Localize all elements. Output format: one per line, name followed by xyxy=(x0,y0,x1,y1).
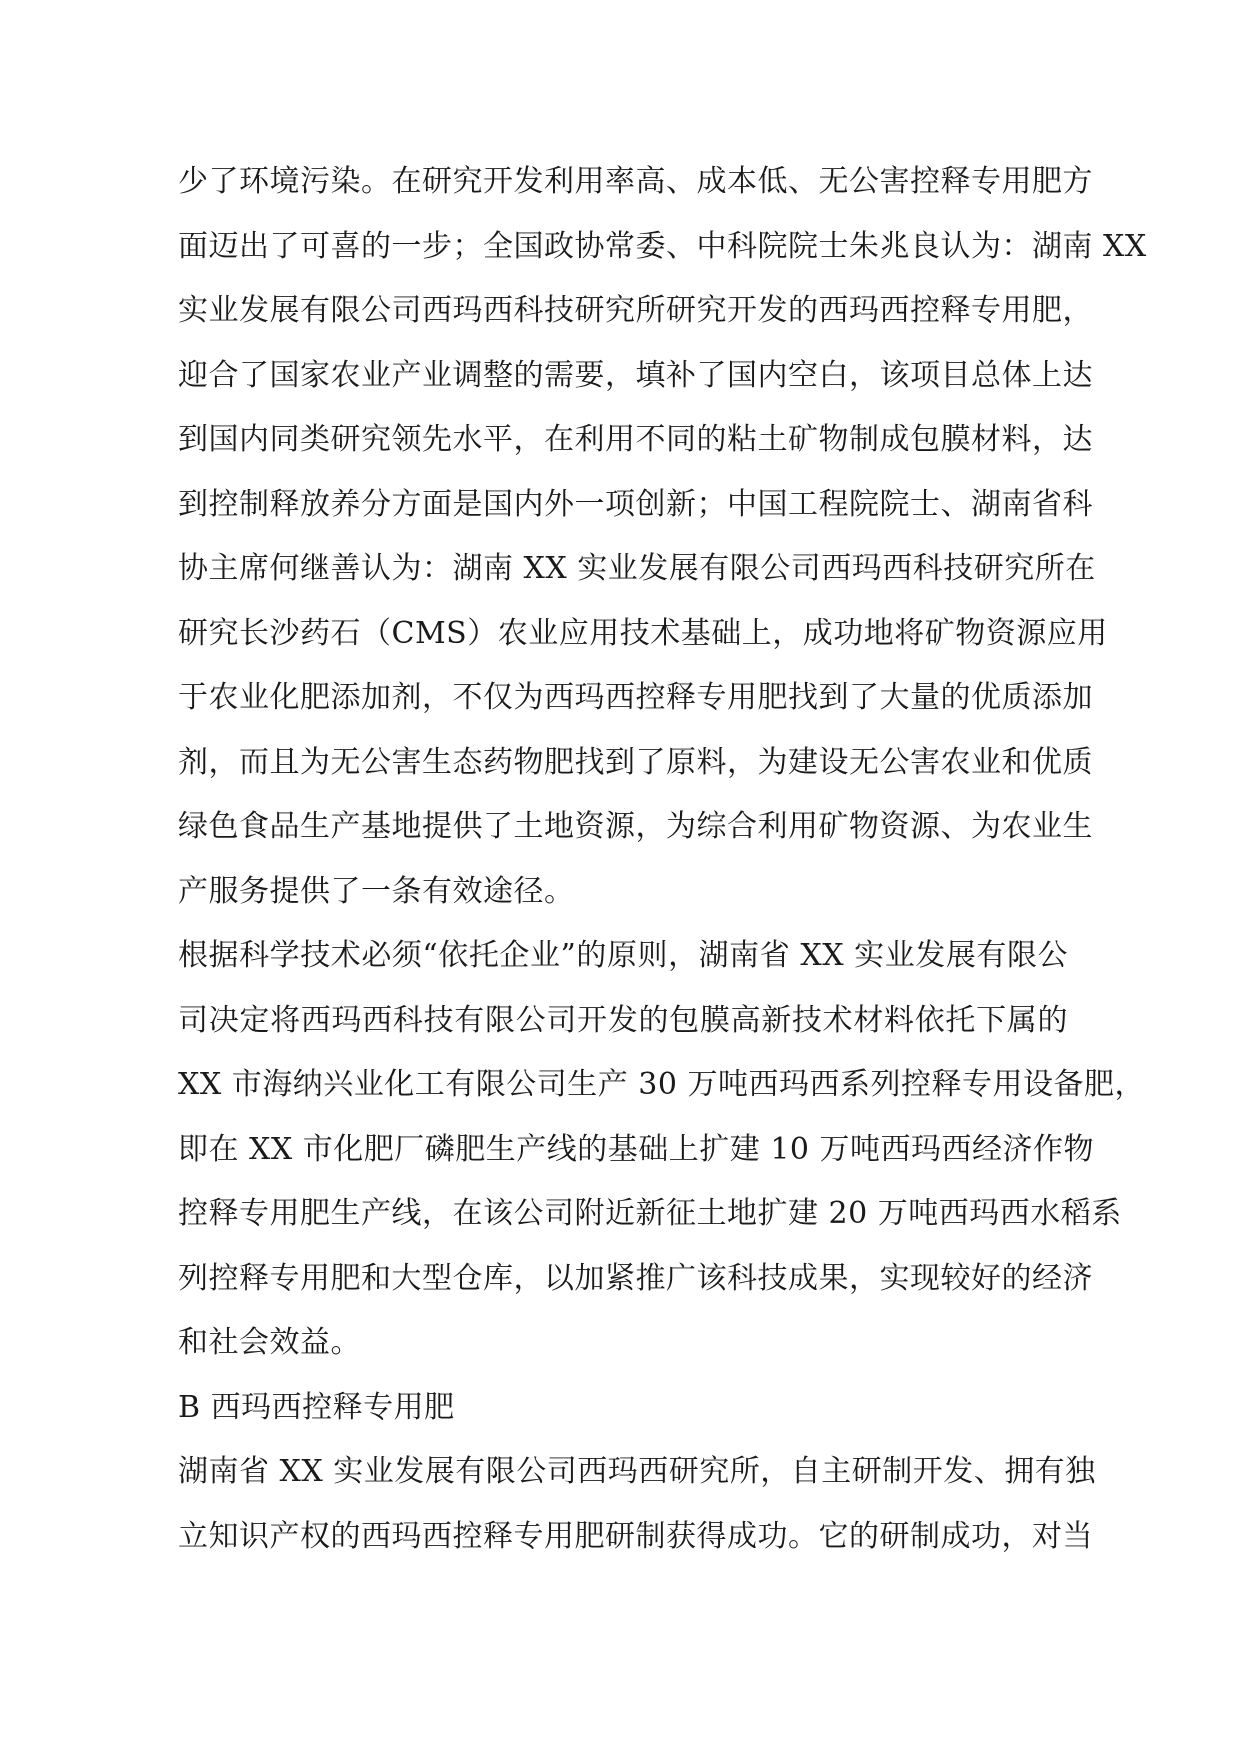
text-line: 剂，而且为无公害生态药物肥找到了原料，为建设无公害农业和优质 xyxy=(178,744,1093,780)
text-line: 湖南省 XX 实业发展有限公司西玛西研究所，自主研制开发、拥有独 xyxy=(178,1454,1096,1489)
text-line: 立知识产权的西玛西控释专用肥研制获得成功。它的研制成功，对当 xyxy=(178,1518,1093,1554)
text-line: 列控释专用肥和大型仓库，以加紧推广该科技成果，实现较好的经济 xyxy=(178,1260,1093,1296)
section-heading: B 西玛西控释专用肥 xyxy=(178,1389,455,1425)
text-line: 于农业化肥添加剂，不仅为西玛西控释专用肥找到了大量的优质添加 xyxy=(178,680,1093,715)
text-line: 绿色食品生产基地提供了土地资源，为综合利用矿物资源、为农业生 xyxy=(178,809,1093,844)
text-line: 即在 XX 市化肥厂磷肥生产线的基础上扩建 10 万吨西玛西经济作物 xyxy=(178,1131,1095,1167)
text-line: 和社会效益。 xyxy=(178,1325,361,1360)
text-line: 研究长沙药石（CMS）农业应用技术基础上，成功地将矿物资源应用 xyxy=(178,615,1108,651)
text-line: 实业发展有限公司西玛西科技研究所研究开发的西玛西控释专用肥， xyxy=(178,293,1093,328)
text-line: XX 市海纳兴业化工有限公司生产 30 万吨西玛西系列控释专用设备肥， xyxy=(178,1067,1145,1102)
text-line: 到国内同类研究领先水平，在利用不同的粘土矿物制成包膜材料，达 xyxy=(178,422,1093,457)
text-line: 产服务提供了一条有效途径。 xyxy=(178,873,575,909)
text-line: 少了环境污染。在研究开发利用率高、成本低、无公害控释专用肥方 xyxy=(178,164,1093,199)
text-line: 司决定将西玛西科技有限公司开发的包膜高新技术材料依托下属的 xyxy=(178,1002,1068,1038)
text-line: 迎合了国家农业产业调整的需要，填补了国内空白，该项目总体上达 xyxy=(178,357,1093,393)
text-line: 根据科学技术必须“依托企业”的原则，湖南省 XX 实业发展有限公 xyxy=(178,938,1068,973)
text-line: 面迈出了可喜的一步；全国政协常委、中科院院士朱兆良认为：湖南 XX xyxy=(178,228,1147,264)
text-line: 协主席何继善认为：湖南 XX 实业发展有限公司西玛西科技研究所在 xyxy=(178,551,1096,586)
document-body xyxy=(178,150,1147,1569)
text-line: 控释专用肥生产线，在该公司附近新征土地扩建 20 万吨西玛西水稻系 xyxy=(178,1196,1122,1231)
text-line: 到控制释放养分方面是国内外一项创新；中国工程院院士、湖南省科 xyxy=(178,486,1093,522)
